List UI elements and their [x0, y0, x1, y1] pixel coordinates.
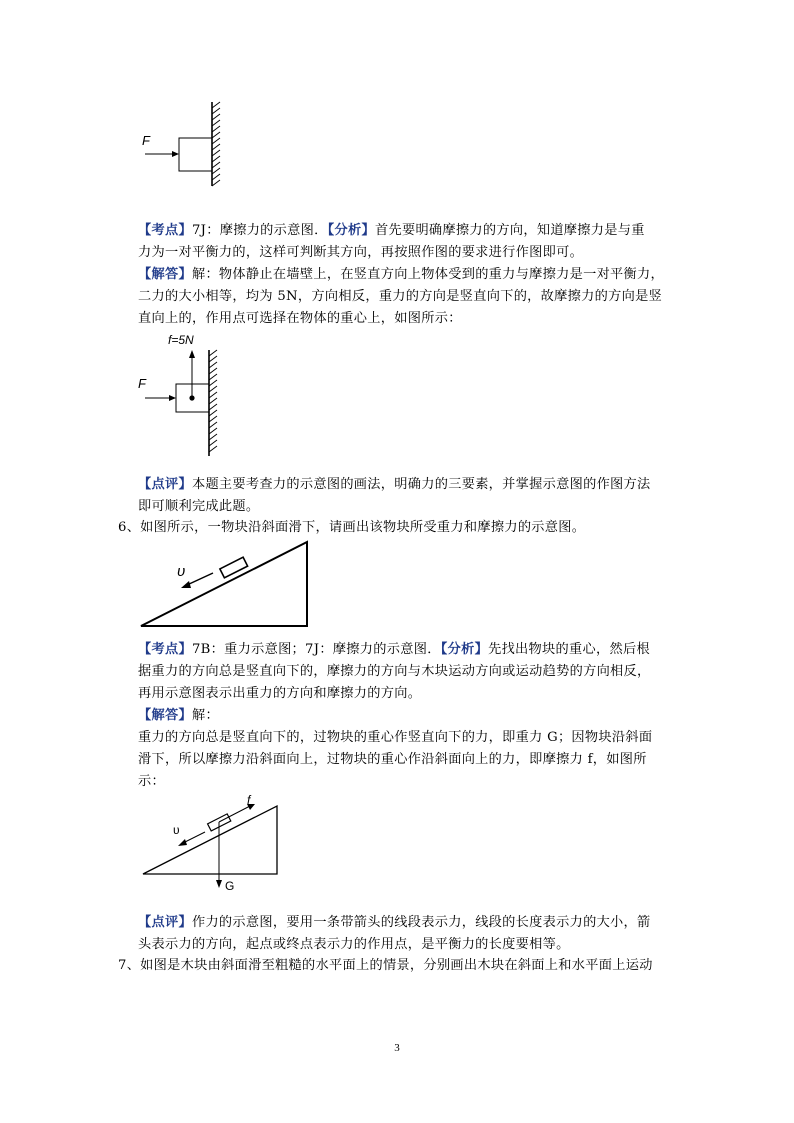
- jieda-line-6-2: 滑下，所以摩擦力沿斜面向上，过物块的重心作沿斜面向上的力，即摩擦力 f，如图所: [138, 752, 647, 767]
- jieda-line-6-1: 重力的方向总是竖直向下的，过物块的重心作竖直向下的力，即重力 G；因物块沿斜面: [138, 730, 653, 745]
- kaodian-line-5: 【考点】7J：摩擦力的示意图．【分析】首先要明确摩擦力的方向，知道摩擦力是与重: [138, 223, 645, 238]
- jieda-line-6-3: 示：: [138, 774, 165, 789]
- question-7: 7、如图是木块由斜面滑至粗糙的水平面上的情景，分别画出木块在斜面上和水平面上运动: [118, 958, 653, 973]
- figure-incline-block: [135, 538, 315, 630]
- jieda-line-5-1: 【解答】解：物体静止在墙壁上，在竖直方向上物体受到的重力与摩擦力是一对平衡力，: [138, 267, 665, 282]
- figure-block-wall-friction: [135, 330, 235, 460]
- force-f-label-2: F: [138, 376, 146, 391]
- force-f-label: F: [142, 133, 150, 148]
- friction-label: f=5N: [168, 333, 194, 347]
- fenxi-line-6-2: 据重力的方向总是竖直向下的，摩擦力的方向与木块运动方向或运动趋势的方向相反，: [138, 664, 651, 679]
- dianping-line-5-1: 【点评】本题主要考查力的示意图的画法，明确力的三要素，并掌握示意图的作图方法: [138, 477, 651, 492]
- dianping-line-6-2: 头表示力的方向，起点或终点表示力的作用点，是平衡力的长度要相等。: [138, 937, 570, 952]
- figure-block-wall: [135, 100, 235, 188]
- jieda-line-5-2: 二力的大小相等，均为 5N，方向相反，重力的方向是竖直向下的，故摩擦力的方向是竖: [138, 289, 663, 304]
- dianping-line-5-2: 即可顺利完成此题。: [138, 499, 260, 514]
- question-6: 6、如图所示，一物块沿斜面滑下，请画出该物块所受重力和摩擦力的示意图。: [118, 520, 586, 535]
- fenxi-line-6-3: 再用示意图表示出重力的方向和摩擦力的方向。: [138, 686, 422, 701]
- friction-f-label: f: [247, 793, 251, 807]
- fenxi-line-5-2: 力为一对平衡力的，这样可判断其方向，再按照作图的要求进行作图即可。: [138, 245, 584, 260]
- page-number: 3: [394, 1042, 400, 1054]
- jieda-line-5-3: 直向上的，作用点可选择在物体的重心上，如图所示：: [138, 311, 462, 326]
- figure-incline-forces: [135, 792, 285, 894]
- velocity-label: υ: [177, 563, 186, 580]
- kaodian-line-6: 【考点】7B：重力示意图；7J：摩擦力的示意图．【分析】先找出物块的重心，然后根: [138, 642, 650, 657]
- jieda-head-6: 【解答】解：: [138, 708, 219, 723]
- gravity-g-label: G: [225, 879, 235, 893]
- velocity-label-2: υ: [173, 823, 180, 837]
- dianping-line-6-1: 【点评】作力的示意图，要用一条带箭头的线段表示力，线段的长度表示力的大小，箭: [138, 915, 651, 930]
